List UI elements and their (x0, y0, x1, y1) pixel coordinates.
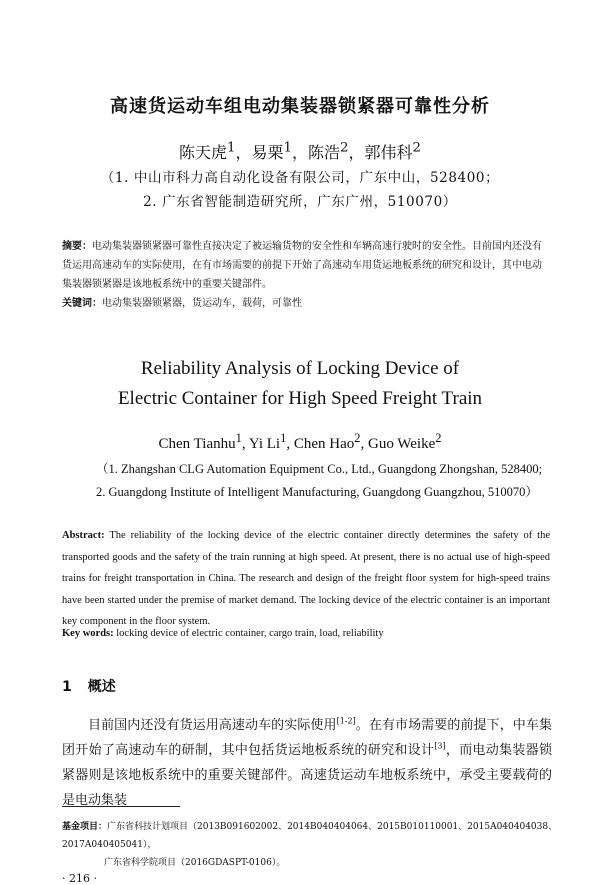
funding-footnote (62, 818, 562, 872)
author-separator: , (286, 436, 294, 452)
author-affiliation-mark: 2 (435, 431, 442, 445)
author-affiliation-mark: 1 (235, 431, 242, 445)
author-affiliation-mark: 2 (412, 140, 422, 156)
author-affiliation-mark: 2 (354, 431, 361, 445)
english-keywords-text: locking device of electric container, cargo train, load, reliability (113, 628, 384, 639)
section-number: 1 (62, 679, 72, 695)
author-affiliation-mark: 1 (283, 140, 292, 156)
english-authors (0, 431, 600, 453)
author-separator: ， (348, 143, 365, 162)
chinese-keywords-label: 关键词： (62, 298, 102, 309)
author-name: 陈天虎 (178, 143, 227, 162)
author-separator: ， (291, 143, 308, 162)
body-text: 。在有市场需要的前提下，中车集团开始了高速动车的研制，其中包括货运地板系统的研究和设计 (62, 718, 552, 758)
english-abstract-label: Abstract: (62, 530, 105, 541)
chinese-affiliation-1: （1. 中山市科力高自动化设备有限公司，广东中山，528400； (100, 170, 500, 186)
citation-mark: [1-2] (336, 716, 356, 726)
citation-mark: [3] (434, 741, 446, 751)
chinese-authors (0, 140, 600, 163)
english-keywords-label: Key words: (62, 628, 114, 639)
section-heading (62, 676, 116, 696)
footnote-label: 基金项目： (62, 822, 108, 832)
author-name: Chen Hao (293, 436, 355, 452)
footnote-line-2: 广东省科学院项目（2016GDASPT-0106）。 (104, 858, 286, 868)
author-affiliation-mark: 2 (340, 140, 349, 156)
page-number: · 216 · (62, 872, 97, 885)
english-abstract (62, 525, 550, 633)
footnote-line-1 (62, 818, 562, 854)
author-name: Yi Li (248, 436, 281, 452)
body-text: 目前国内还没有货运用高速动车的实际使用 (88, 718, 337, 733)
chinese-abstract-label: 摘要： (62, 241, 92, 252)
author-affiliation-mark: 1 (280, 431, 287, 445)
english-keywords (62, 628, 550, 639)
chinese-affiliation-2: 2. 广东省智能制造研究所，广东广州，510070） (143, 194, 457, 210)
section-title: 概述 (87, 679, 116, 695)
author-name: 郭伟科 (364, 143, 413, 162)
english-title-line-2: Electric Container for High Speed Freight Train (117, 388, 483, 409)
author-affiliation-mark: 1 (226, 140, 236, 156)
author-separator: , (241, 436, 249, 452)
author-name: Chen Tianhu (158, 436, 236, 452)
chinese-abstract-text: 电动集装器锁紧器可靠性直接决定了被运输货物的安全性和车辆高速行驶时的安全性。目前国内还没有货运用高速动车的实际使用，在有市场需要的前提下开始了高速动车用货运地板系统的研究和设计，其中电动集装器锁紧器是该地板系统中的重要关键部件。 (62, 241, 542, 290)
english-title-line-1: Reliability Analysis of Locking Device of (140, 358, 460, 379)
english-affiliation-1: （1. Zhangshan CLG Automation Equipment Co., Ltd., Guangdong Zhongshan, 528400; (96, 462, 543, 476)
chinese-abstract (62, 237, 550, 294)
author-name: Guo Weike (367, 436, 436, 452)
english-abstract-text: The reliability of the locking device of the electric container directly determines the safety of the transported goods and the safety of the train running at high speed. At present, there is no actual use of high-speed trains for freight transportation in China. The research and design of the freight floor system for high-speed trains have been started under the premise of market demand. The locking device of the electric container is an important key component in the floor system. (62, 530, 550, 627)
author-separator: ， (235, 143, 252, 162)
chinese-keywords (62, 294, 550, 309)
author-name: 陈浩 (308, 143, 341, 162)
chinese-keywords-text: 电动集装器锁紧器，货运动车，载荷，可靠性 (102, 298, 302, 309)
author-separator: , (360, 436, 368, 452)
chinese-title: 高速货运动车组电动集装器锁紧器可靠性分析 (110, 96, 490, 117)
author-name: 易栗 (251, 143, 284, 162)
english-affiliation-2: 2. Guangdong Institute of Intelligent Manufacturing, Guangdong Guangzhou, 510070） (96, 485, 538, 499)
footnote-text: 广东省科技计划项目（2013B091602002、2014B040404064、2015B010110001、2015A040404038、2017A040405041）， (62, 822, 558, 850)
body-text: ，而电动集装器锁紧器则是该地板系统中的重要关键部件。高速货运动车地板系统中，承受主要载荷的是电动集装 (62, 743, 552, 808)
footnote-divider (62, 806, 180, 807)
body-paragraph (62, 713, 552, 813)
